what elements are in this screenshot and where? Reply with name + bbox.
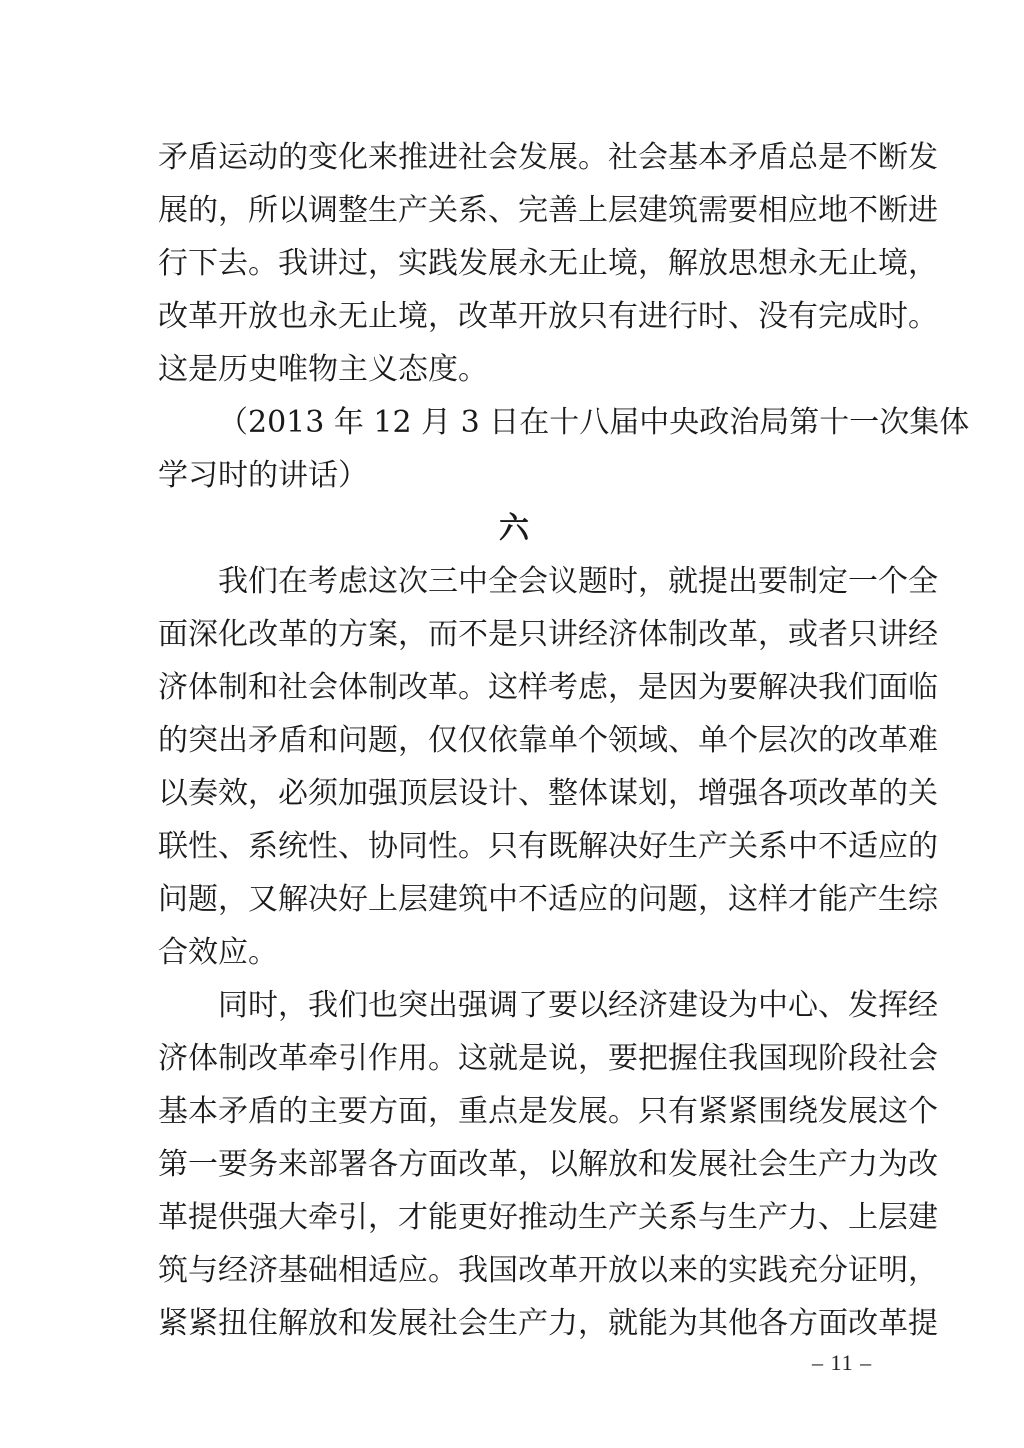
section-heading: 六 — [499, 511, 529, 546]
paragraph-1 — [158, 555, 938, 979]
paragraph-2 — [158, 979, 938, 1350]
text-line: 济体制改革牵引作用。这就是说，要把握住我国现阶段社会 — [158, 1041, 938, 1076]
text-line: 合效应。 — [158, 935, 278, 970]
text-line: 筑与经济基础相适应。我国改革开放以来的实践充分证明， — [158, 1253, 938, 1288]
body-text — [158, 131, 970, 1350]
text-line: 同时，我们也突出强调了要以经济建设为中心、发挥经 — [218, 988, 938, 1023]
text-line: 这是历史唯物主义态度。 — [158, 352, 488, 387]
text-line: 面深化改革的方案，而不是只讲经济体制改革，或者只讲经 — [158, 617, 938, 652]
text-line: 济体制和社会体制改革。这样考虑，是因为要解决我们面临 — [158, 670, 938, 705]
text-line: 问题，又解决好上层建筑中不适应的问题，这样才能产生综 — [158, 882, 938, 917]
continuation-paragraph — [158, 131, 938, 396]
text-line: 展的，所以调整生产关系、完善上层建筑需要相应地不断进 — [158, 193, 938, 228]
text-line: 革提供强大牵引，才能更好推动生产关系与生产力、上层建 — [158, 1200, 938, 1235]
text-line: 紧紧扭住解放和发展社会生产力，就能为其他各方面改革提 — [158, 1306, 938, 1341]
text-line: 的突出矛盾和问题，仅仅依靠单个领域、单个层次的改革难 — [158, 723, 938, 758]
source-note-line: （2013 年 12 月 3 日在十八届中央政治局第十一次集体 — [218, 405, 970, 440]
text-line: 矛盾运动的变化来推进社会发展。社会基本矛盾总是不断发 — [158, 140, 938, 175]
text-line: 行下去。我讲过，实践发展永无止境，解放思想永无止境， — [158, 246, 938, 281]
text-line: 联性、系统性、协同性。只有既解决好生产关系中不适应的 — [158, 829, 938, 864]
text-line: 改革开放也永无止境，改革开放只有进行时、没有完成时。 — [158, 299, 938, 334]
text-line: 基本矛盾的主要方面，重点是发展。只有紧紧围绕发展这个 — [158, 1094, 938, 1129]
text-line: 第一要务来部署各方面改革，以解放和发展社会生产力为改 — [158, 1147, 938, 1182]
page-number: – 11 – — [812, 1350, 873, 1375]
source-note-line: 学习时的讲话） — [158, 458, 368, 493]
source-note — [158, 396, 970, 502]
text-line: 我们在考虑这次三中全会议题时，就提出要制定一个全 — [218, 564, 938, 599]
text-line: 以奏效，必须加强顶层设计、整体谋划，增强各项改革的关 — [158, 776, 938, 811]
